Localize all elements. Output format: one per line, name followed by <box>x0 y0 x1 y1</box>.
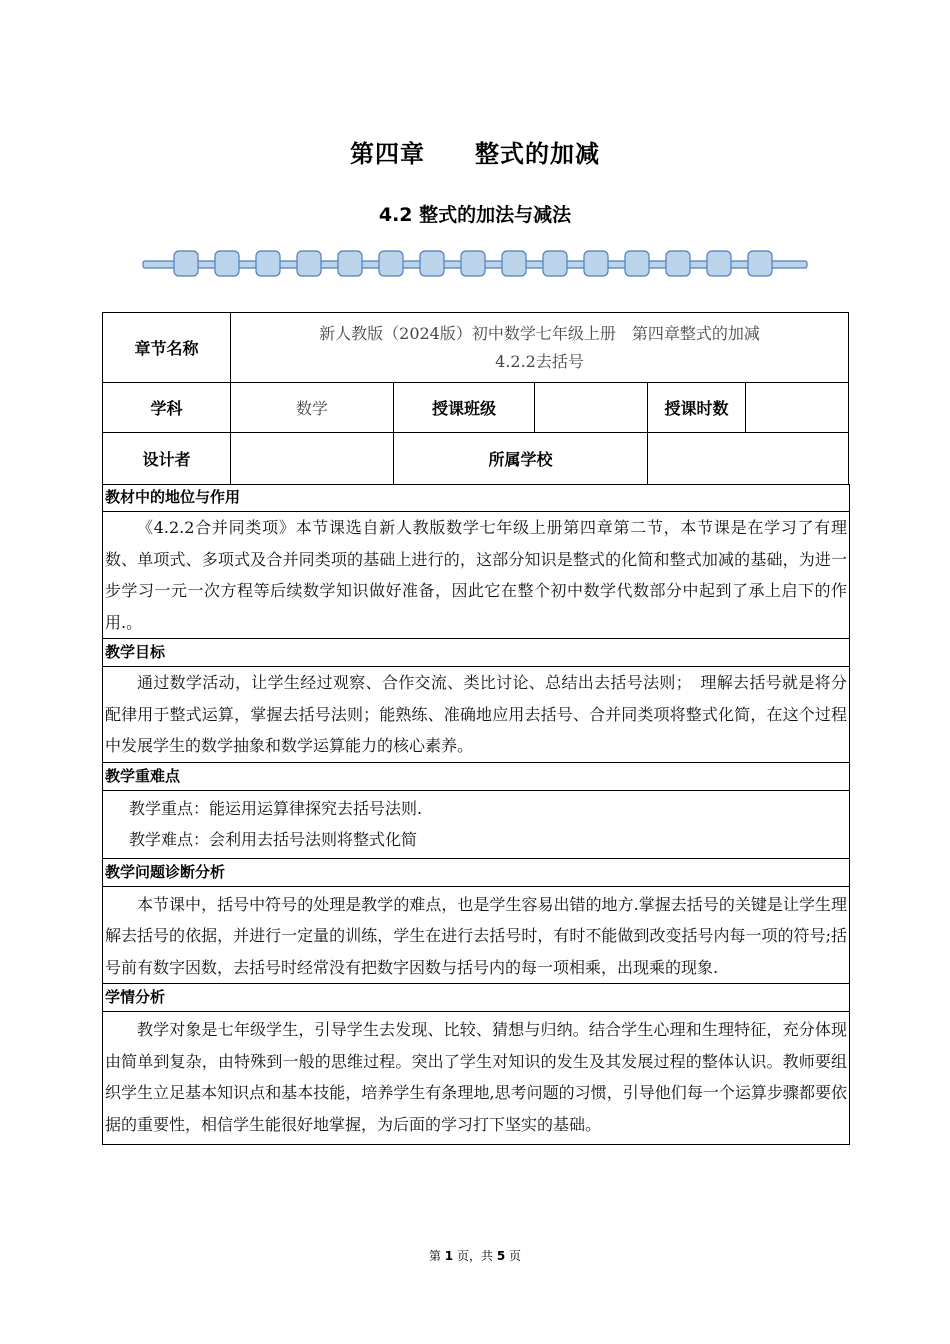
divider-link <box>666 251 690 276</box>
hours-label: 授课时数 <box>648 383 746 433</box>
section-heading-learner-analysis: 学情分析 <box>103 984 849 1012</box>
divider-link <box>707 251 731 276</box>
section-paragraph: 通过数学活动，让学生经过观察、合作交流、类比讨论、总结出去括号法则； 理解去括号就是将分配律用于整式运算，掌握去括号法则；能熟练、准确地应用去括号、合并同类项将整式化简，在这个过程中发展学生的数学抽象和数学运算能力的核心素养。 <box>105 673 847 755</box>
section-body-objectives <box>103 667 849 763</box>
subject-label: 学科 <box>103 383 231 433</box>
section-heading-position: 教材中的地位与作用 <box>103 484 849 512</box>
section-body-diagnosis <box>103 887 849 985</box>
divider-link <box>748 251 772 276</box>
divider-links <box>174 251 772 276</box>
footer-middle: 页，共 <box>456 1249 493 1263</box>
chapter-title: 第四章 整式的加减 <box>350 140 600 168</box>
footer-total-pages: 5 <box>496 1249 506 1263</box>
footer-suffix: 页 <box>509 1249 522 1263</box>
designer-label: 设计者 <box>103 433 231 485</box>
section-body-learner-analysis <box>103 1012 849 1144</box>
divider-link <box>379 251 403 276</box>
designer-value <box>231 433 394 485</box>
class-value <box>535 383 648 433</box>
divider-link <box>461 251 485 276</box>
footer-page-number: 1 <box>444 1249 454 1263</box>
course-info-table <box>102 312 849 485</box>
subject-value: 数学 <box>231 383 394 433</box>
divider-link <box>297 251 321 276</box>
class-label: 授课班级 <box>394 383 535 433</box>
hours-value <box>746 383 849 433</box>
section-title: 4.2 整式的加法与减法 <box>378 204 572 226</box>
divider-link <box>584 251 608 276</box>
section-body-position <box>103 512 849 639</box>
school-value <box>648 433 849 485</box>
divider-link <box>174 251 198 276</box>
school-label: 所属学校 <box>394 433 648 485</box>
lesson-sections <box>102 484 850 1145</box>
section-paragraph: 《4.2.2合并同类项》本节课选自新人教版数学七年级上册第四章第二节，本节课是在学习了有理数、单项式、多项式及合并同类项的基础上进行的，这部分知识是整式的化简和整式加减的基础，为进一步学习一元一次方程等后续数学知识做好准备，因此它在整个初中数学代数部分中起到了承上启下的作用.。 <box>105 518 847 632</box>
section-paragraph: 教学对象是七年级学生，引导学生去发现、比较、猜想与归纳。结合学生心理和生理特征，充分体现由简单到复杂，由特殊到一般的思维过程。突出了学生对知识的发生及其发展过程的整体认识。教师要组织学生立足基本知识点和基本技能，培养学生有条理地,思考问题的习惯，引导他们每一个运算步骤都要依据的重要性，相信学生能很好地掌握，为后面的学习打下坚实的基础。 <box>105 1020 847 1134</box>
section-heading-objectives: 教学目标 <box>103 639 849 667</box>
chapter-name-value <box>231 313 849 383</box>
difficult-point-line: 教学难点：会利用去括号法则将整式化简 <box>129 830 418 849</box>
divider-link <box>420 251 444 276</box>
section-heading-diagnosis: 教学问题诊断分析 <box>103 859 849 887</box>
section-body-key-points <box>103 791 849 859</box>
section-paragraph: 本节课中，括号中符号的处理是教学的难点，也是学生容易出错的地方.掌握去括号的关键是让学生理解去括号的依据，并进行一定量的训练，学生在进行去括号时，有时不能做到改变括号内每一项的符号;括号前有数字因数，去括号时经常没有把数字因数与括号内的每一项相乘，出现乘的现象. <box>105 894 847 977</box>
chapter-name-line2: 4.2.2去括号 <box>495 351 584 371</box>
section-heading-key-points: 教学重难点 <box>103 763 849 791</box>
divider-link <box>256 251 280 276</box>
divider-link <box>338 251 362 276</box>
divider-link <box>543 251 567 276</box>
key-point-line: 教学重点：能运用运算律探究去括号法则. <box>129 798 423 818</box>
decorative-chain-divider <box>140 247 810 281</box>
divider-link <box>625 251 649 276</box>
chapter-name-label: 章节名称 <box>103 313 231 383</box>
footer-prefix: 第 <box>428 1249 441 1263</box>
divider-link <box>215 251 239 276</box>
divider-link <box>502 251 526 276</box>
page-footer <box>0 1247 950 1264</box>
chapter-name-line1: 新人教版（2024版）初中数学七年级上册 第四章整式的加减 <box>319 323 760 343</box>
